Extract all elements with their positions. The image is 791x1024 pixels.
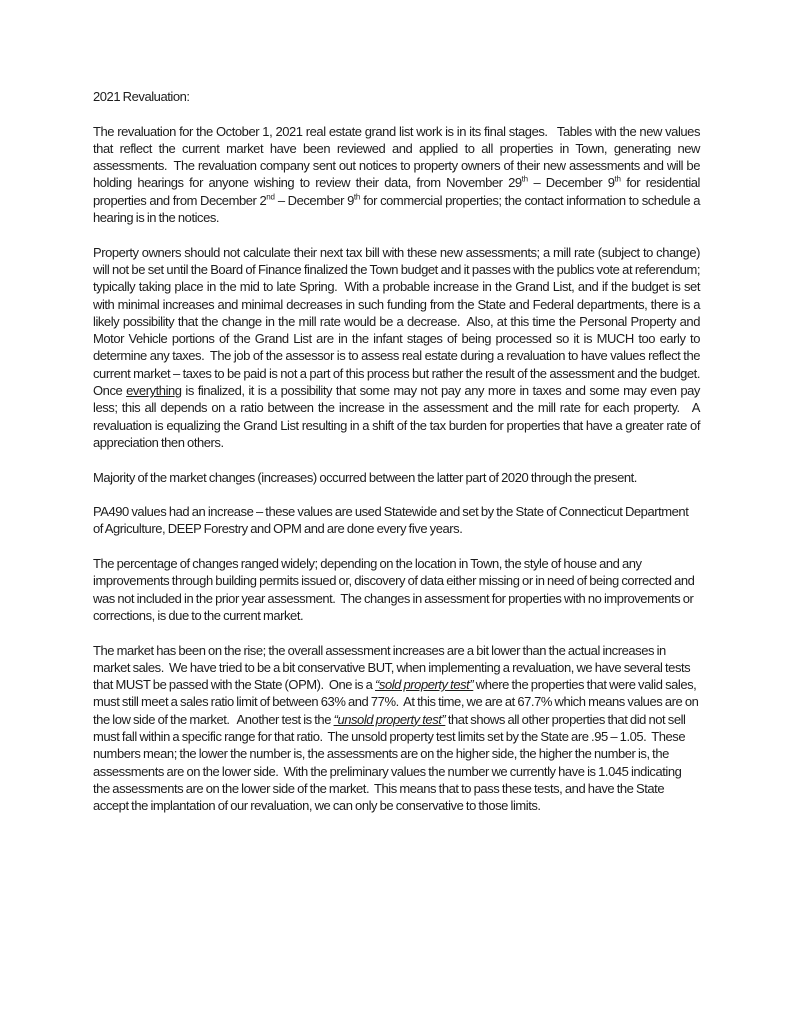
- body-text: The market has been on the rise; the overall assessment increases are a bit lower than the actual increases in market sales. We have tried to be a bit conservative BUT, when implementing a revaluation, we have several tests that MUST be passed with the State (OPM). One is a: [93, 642, 693, 693]
- italic-underline-text: “unsold property test”: [333, 711, 446, 727]
- superscript-text: th: [521, 175, 528, 185]
- paragraph-market-changes: [93, 469, 700, 486]
- superscript-text: th: [353, 192, 361, 202]
- paragraph-tax-bill: [93, 244, 706, 452]
- paragraph-percentage-changes: [93, 555, 700, 624]
- body-text: Property owners should not calculate their next tax bill with these new assessments; a mill rate (subject to change) will not be set until the Board of Finance finalized the Town budget and it passes with the publics vote at referendum; typically taking place in the mid to late Spring. With a probable increase in the Grand List, and if the budget is set with minimal increases and minimal decreases in such funding from the State and Federal departments, there is a likely possibility that the change in the mill rate would be a decrease. Also, at this time the Personal Property and Motor Vehicle portions of the Grand List are in the infant stages of being processed so it is MUCH too early to determine any taxes. The job of the assessor is to assess real estate during a revaluation to have values reflect the current market – taxes to be paid is not a part of this process but rather the result of the assessment and the budget. Once: [93, 244, 706, 399]
- paragraph-market-rise-tests: [93, 642, 700, 815]
- italic-underline-text: “sold property test”: [375, 677, 474, 693]
- paragraph-pa490: [93, 503, 700, 538]
- superscript-text: th: [614, 175, 621, 185]
- superscript-text: nd: [266, 192, 275, 202]
- body-text: PA490 values had an increase – these values are used Statewide and set by the State of Connecticut Department of Agriculture, DEEP Forestry and OPM and are done every five years.: [93, 504, 691, 537]
- body-text: that shows all other properties that did not sell must fall within a specific range for that ratio. The unsold property test limits set by the State are .95 – 1.05. These numbers mean; the lower the number is, the assessments are on the higher side, the higher the number is, the assessments are on the lower side. With the preliminary values the number we currently have is 1.045 indicating the assessments are on the lower side of the market. This means that to pass these tests, and have the State accept the implantation of our revaluation, we can only be conservative to those limits.: [93, 711, 689, 814]
- body-text: The percentage of changes ranged widely; depending on the location in Town, the style of house and any improvements through building permits issued or, discovery of data either missing or in need of being corrected and was not included in the prior year assessment. The changes in assessment for properties with no improvements or corrections, is due to the current market.: [93, 556, 697, 623]
- body-text: – December 9: [274, 192, 354, 208]
- underline-text: everything: [126, 383, 182, 399]
- paragraph-final-stages: [93, 123, 703, 227]
- body-text: Majority of the market changes (increases) occurred between the latter part of 2020 through the present.: [93, 469, 637, 485]
- document-title: 2021 Revaluation:: [93, 89, 190, 104]
- body-text: The revaluation for the October 1, 2021 real estate grand list work is in its final stages. Tables with the new values that reflect the current market have been reviewed and applied to all properties in Town, generating new assessments. The revaluation company sent out notices to property owners of their new assessments and will be holding hearings for anyone wishing to review their data, from November 29: [93, 123, 703, 191]
- document-body: [93, 123, 706, 815]
- body-text: is finalized, it is a possibility that some may not pay any more in taxes and some may even pay less; this all depends on a ratio between the increase in the assessment and the mill rate for each property. A revaluation is equalizing the Grand List resulting in a shift of the tax burden for properties that have a greater rate of appreciation then others.: [93, 383, 703, 450]
- body-text: for commercial properties; the contact information to schedule a hearing is in the notices.: [93, 192, 703, 226]
- body-text: where the properties that were valid sales, must still meet a sales ratio limit of between 63% and 77%. At this time, we are at 67.7% which means values are on the low side of the market. Another test is the: [93, 677, 701, 727]
- body-text: – December 9: [527, 175, 615, 191]
- body-text: for residential properties and from December 2: [93, 175, 703, 208]
